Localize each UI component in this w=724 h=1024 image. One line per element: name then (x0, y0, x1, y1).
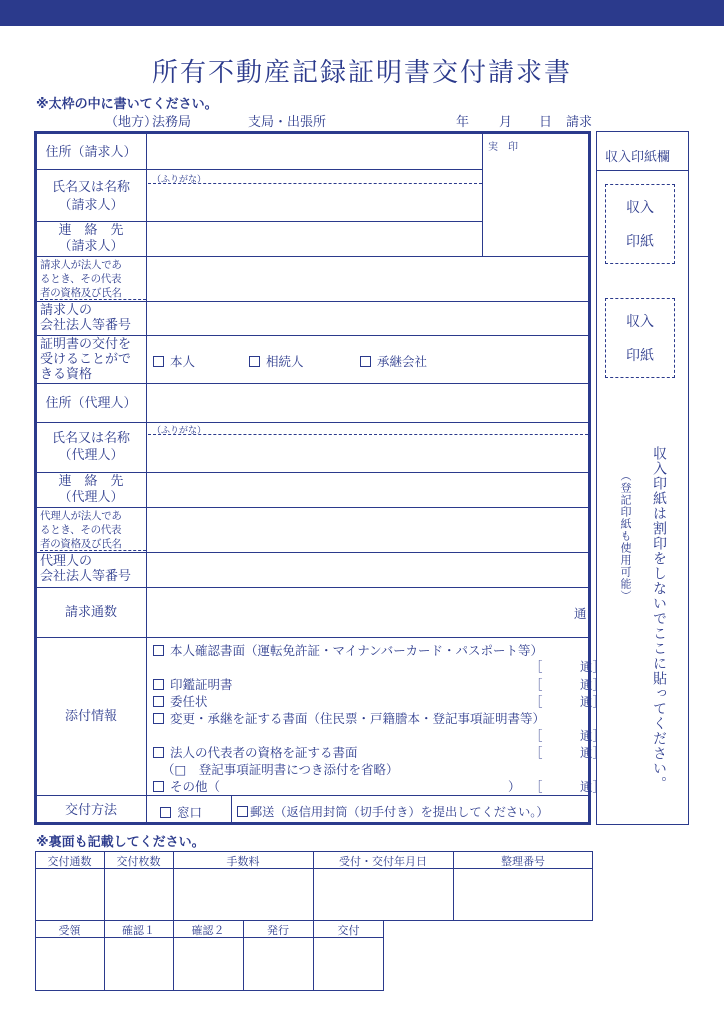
option-label: 窓口 (177, 805, 203, 820)
option-label: 本人確認書面（運転免許証・マイナンバーカード・パスポート等） (170, 643, 544, 658)
attach-change-proof[interactable] (153, 709, 545, 727)
note-back-side: ※裏面も記載してください。 (36, 835, 205, 850)
option-label: 本人 (170, 354, 196, 369)
rule (36, 383, 589, 384)
furigana-agent: （ふりがな） (152, 426, 207, 436)
attach-seal-certificate[interactable] (153, 675, 233, 693)
checkbox[interactable] (153, 713, 164, 724)
label-corp-rep-requester-2: るとき、その代表 (40, 273, 122, 285)
bracket-count: ［ 通］ (530, 728, 606, 743)
stamp-instruction: 収入印紙は割印をしないでここに貼ってください。 (651, 446, 667, 791)
rule (36, 507, 589, 508)
label-name-agent-1: 氏名又は名称 (51, 431, 130, 446)
office-col-sheets: 交付枚数 (116, 855, 161, 868)
rule (36, 587, 589, 588)
label-qualification-2: 受けることがで (40, 352, 132, 367)
bracket-count: ［ 通］ (530, 659, 606, 674)
checkbox[interactable] (249, 356, 260, 367)
header-year: 年 (456, 115, 470, 130)
furigana-requester: （ふりがな） (152, 175, 207, 185)
header-shikyoku: 支局・出張所 (248, 115, 327, 130)
checkbox[interactable] (360, 356, 371, 367)
qual-option-heir[interactable] (249, 352, 304, 370)
note-bold-frame: ※太枠の中に書いてください。 (36, 97, 218, 112)
stamp-text: 収入 (626, 200, 654, 216)
rule (36, 637, 589, 638)
office-col-delivered: 交付 (337, 924, 360, 937)
label-corp-no-requester-2: 会社法人等番号 (40, 318, 132, 333)
furigana-separator (148, 434, 588, 435)
form-title: 所有不動産記録証明書交付請求書 (151, 58, 572, 88)
label-delivery: 交付方法 (64, 803, 117, 818)
checkbox[interactable] (153, 356, 164, 367)
option-label: 相続人 (266, 354, 304, 369)
label-corp-rep-requester-3: 者の資格及び氏名 (40, 287, 122, 299)
label-corp-rep-agent-3: 者の資格及び氏名 (40, 538, 122, 550)
stamp-text: 印紙 (626, 234, 654, 250)
bracket-count: ［ 通］ (530, 745, 606, 760)
option-label: 委任状 (170, 694, 208, 709)
delivery-window[interactable] (160, 803, 202, 821)
label-separator (40, 299, 146, 300)
rule (36, 169, 483, 170)
label-contact-agent-1: 連 絡 先 (58, 474, 124, 489)
office-col-check1: 確認１ (122, 924, 155, 937)
qual-option-self[interactable] (153, 352, 195, 370)
office-col-ref-no: 整理番号 (501, 855, 545, 868)
label-corp-rep-requester-1: 請求人が法人であ (40, 259, 122, 271)
copies-unit: 通 (574, 606, 587, 621)
header-day: 日 (539, 115, 553, 130)
label-qualification-1: 証明書の交付を (40, 337, 132, 352)
label-address-requester: 住所（請求人） (45, 145, 137, 160)
option-label: その他（ (170, 779, 221, 794)
rule (36, 422, 589, 423)
office-col-fee: 手数料 (226, 855, 260, 868)
header-month: 月 (499, 115, 513, 130)
option-label: 印鑑証明書 (170, 677, 233, 692)
label-corp-rep-agent-2: るとき、その代表 (40, 524, 122, 536)
attach-corp-rep-proof[interactable] (153, 743, 358, 761)
checkbox[interactable] (153, 696, 164, 707)
bracket-count: ［ 通］ (530, 694, 606, 709)
attach-power-of-attorney[interactable] (153, 692, 208, 710)
label-contact-requester-1: 連 絡 先 (58, 223, 124, 238)
rule (231, 796, 232, 824)
option-label: 法人の代表者の資格を証する書面 (170, 745, 358, 760)
label-qualification-3: きる資格 (40, 367, 93, 382)
stamp-panel-header: 収入印紙欄 (605, 150, 671, 165)
revenue-stamp-slot-2 (605, 298, 675, 378)
office-col-date: 受付・交付年月日 (339, 855, 427, 868)
option-label: 変更・承継を証する書面（住民票・戸籍謄本・登記事項証明書等） (170, 711, 546, 726)
label-corp-no-agent-1: 代理人の (40, 554, 93, 569)
label-contact-agent-2: （代理人） (58, 490, 124, 505)
jitsuin-label: 実 印 (488, 142, 518, 153)
label-name-requester-2: （請求人） (58, 198, 124, 213)
jitsuin-divider (482, 133, 483, 257)
label-contact-requester-2: （請求人） (58, 239, 124, 254)
bracket-count: ［ 通］ (530, 779, 606, 794)
revenue-stamp-slot-1 (605, 184, 675, 264)
checkbox[interactable] (153, 679, 164, 690)
office-col-check2: 確認２ (191, 924, 225, 937)
label-separator (40, 550, 146, 551)
office-col-copies: 交付通数 (47, 855, 92, 868)
option-label: 承継会社 (377, 354, 428, 369)
checkbox[interactable] (237, 806, 248, 817)
checkbox[interactable] (153, 747, 164, 758)
label-name-agent-2: （代理人） (58, 448, 124, 463)
attach-omit-note: （□ 登記事項証明書につき添付を省略） (162, 762, 399, 777)
label-corp-rep-agent-1: 代理人が法人であ (40, 510, 122, 522)
header-homukyoku: 法務局 (152, 115, 192, 130)
rule (36, 301, 589, 302)
attach-id-document[interactable] (153, 641, 543, 659)
stamp-text: 収入 (626, 314, 654, 330)
label-column-divider (146, 133, 147, 824)
stamp-text: 印紙 (626, 348, 654, 364)
label-address-agent: 住所（代理人） (45, 396, 137, 411)
checkbox[interactable] (153, 781, 164, 792)
rule (36, 552, 589, 553)
other-close-paren: ） (508, 779, 521, 794)
rule (36, 795, 589, 796)
label-attachments: 添付情報 (64, 709, 117, 724)
option-label: 郵送（返信用封筒（切手付き）を提出してください。） (250, 805, 549, 819)
header-chiho: （地方） (105, 115, 158, 130)
checkbox[interactable] (153, 645, 164, 656)
rule (36, 335, 589, 336)
label-name-requester-1: 氏名又は名称 (51, 180, 130, 195)
label-corp-no-agent-2: 会社法人等番号 (40, 569, 132, 584)
qual-option-successor[interactable] (360, 352, 427, 370)
label-corp-no-requester-1: 請求人の (40, 303, 93, 318)
delivery-mail[interactable] (237, 803, 549, 820)
rule (36, 256, 589, 257)
office-col-received: 受領 (58, 924, 81, 937)
header-request: 請求 (566, 115, 593, 130)
label-copies: 請求通数 (64, 605, 117, 620)
attach-other[interactable] (153, 777, 220, 795)
top-color-bar (0, 0, 724, 26)
office-col-issued: 発行 (267, 924, 289, 937)
bracket-count: ［ 通］ (530, 677, 606, 692)
stamp-instruction-sub: （登記印紙も使用可能） (619, 470, 632, 602)
rule (596, 170, 689, 171)
checkbox[interactable] (160, 807, 171, 818)
